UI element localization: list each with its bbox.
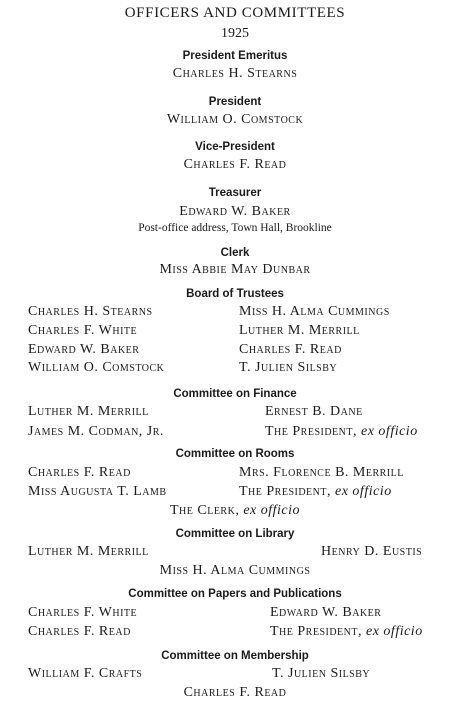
trustees-heading: Board of Trustees (186, 288, 284, 300)
membership-member: William F. Crafts (28, 666, 143, 681)
president-label: The President, (265, 424, 357, 439)
trustee-name: Edward W. Baker (28, 342, 140, 357)
finance-heading: Committee on Finance (173, 388, 297, 400)
clerk-heading: Clerk (220, 247, 250, 259)
membership-member: Charles F. Read (183, 685, 287, 700)
papers-member: Charles F. Read (28, 624, 131, 639)
papers-heading: Committee on Papers and Publications (128, 588, 342, 600)
clerk-label: The Clerk, (169, 503, 240, 518)
papers-member: Edward W. Baker (270, 605, 382, 620)
library-member: Luther M. Merrill (28, 544, 149, 559)
ex-officio-label: ex officio (243, 503, 301, 518)
vice-president-heading: Vice-President (195, 141, 275, 153)
president-emeritus-heading: President Emeritus (182, 50, 288, 62)
trustee-name: William O. Comstock (28, 360, 165, 375)
finance-member (265, 425, 418, 439)
trustee-name: Charles H. Stearns (28, 304, 153, 319)
trustee-name: Charles F. Read (239, 342, 342, 357)
clerk-name: Miss Abbie May Dunbar (159, 262, 311, 277)
president-heading: President (208, 96, 262, 108)
page-title: OFFICERS AND COMMITTEES (124, 5, 346, 21)
trustee-name: T. Julien Silsby (239, 360, 338, 375)
papers-member: Charles F. White (28, 605, 138, 620)
rooms-member (239, 485, 392, 499)
ex-officio-label: ex officio (366, 624, 423, 639)
treasurer-name: Edward W. Baker (179, 204, 291, 219)
rooms-member: Charles F. Read (28, 465, 131, 480)
library-member: Miss H. Alma Cummings (159, 563, 311, 578)
vice-president-name: Charles F. Read (183, 157, 287, 172)
trustee-name: Miss H. Alma Cummings (239, 304, 390, 319)
papers-member (270, 625, 423, 639)
library-heading: Committee on Library (175, 528, 295, 540)
trustee-name: Charles F. White (28, 323, 138, 338)
president-name: William O. Comstock (166, 112, 304, 127)
finance-member: James M. Codman, Jr. (28, 424, 164, 439)
rooms-member: Mrs. Florence B. Merrill (239, 465, 404, 480)
rooms-member (0, 504, 470, 518)
page-year: 1925 (221, 26, 249, 41)
membership-heading: Committee on Membership (161, 650, 309, 662)
finance-member: Luther M. Merrill (28, 404, 149, 419)
ex-officio-label: ex officio (335, 484, 392, 499)
trustee-name: Luther M. Merrill (239, 323, 360, 338)
treasurer-heading: Treasurer (208, 187, 262, 199)
treasurer-address: Post-office address, Town Hall, Brookline (138, 222, 332, 234)
membership-member: T. Julien Silsby (272, 666, 371, 681)
ex-officio-label: ex officio (361, 424, 418, 439)
president-emeritus-name: Charles H. Stearns (172, 66, 298, 81)
rooms-member: Miss Augusta T. Lamb (28, 484, 167, 499)
finance-member: Ernest B. Dane (265, 404, 363, 419)
president-label: The President, (270, 624, 362, 639)
president-label: The President, (239, 484, 331, 499)
rooms-heading: Committee on Rooms (175, 448, 295, 460)
library-member: Henry D. Eustis (321, 544, 423, 559)
